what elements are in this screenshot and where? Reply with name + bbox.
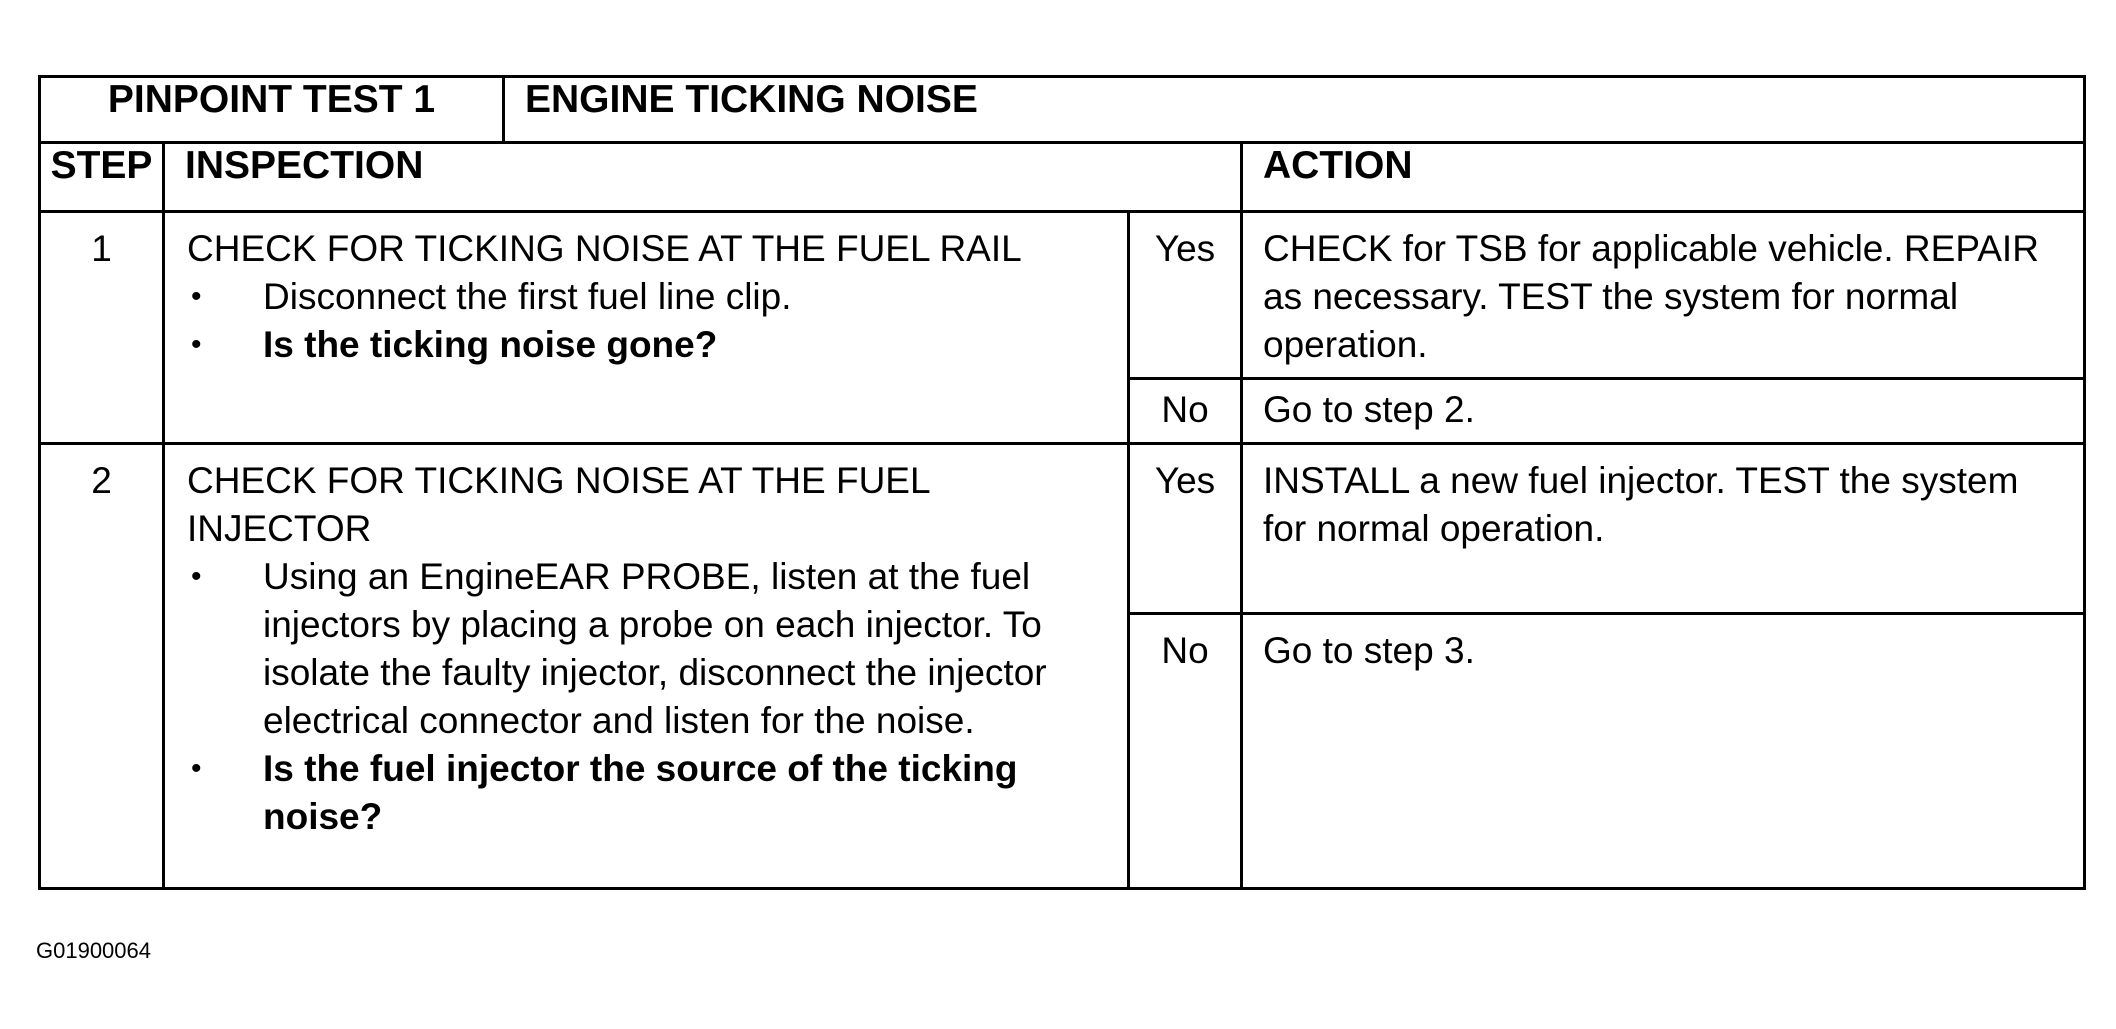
- bullet-icon: •: [191, 560, 202, 593]
- bullet-question: Is the fuel injector the source of the ticking noise?: [263, 748, 1018, 837]
- no-action: Go to step 3.: [1242, 614, 2085, 889]
- test-name: ENGINE TICKING NOISE: [504, 77, 2085, 143]
- bullet-text: Using an EngineEAR PROBE, listen at the fuel injectors by placing a probe on each injector. To isolate the faulty injector, disconnect the injector electrical connector and listen for the noise.: [263, 556, 1047, 741]
- table-row: [40, 212, 2085, 379]
- no-action: Go to step 2.: [1242, 379, 2085, 444]
- yes-action: CHECK for TSB for applicable vehicle. REPAIR as necessary. TEST the system for normal operation.: [1242, 212, 2085, 379]
- inspection-header: INSPECTION: [164, 143, 1242, 212]
- list-item: [187, 745, 1107, 841]
- no-label: No: [1129, 379, 1242, 444]
- yes-label: Yes: [1129, 212, 1242, 379]
- action-header: ACTION: [1242, 143, 2085, 212]
- bullet-icon: •: [191, 328, 202, 361]
- inspection-cell: [164, 212, 1129, 444]
- bullet-icon: •: [191, 280, 202, 313]
- pinpoint-test-sheet: [38, 75, 2083, 890]
- title-row: [40, 77, 2085, 143]
- inspection-cell: [164, 444, 1129, 889]
- inspection-heading: CHECK FOR TICKING NOISE AT THE FUEL INJECTOR: [187, 460, 930, 549]
- bullet-icon: •: [191, 752, 202, 785]
- yes-label: Yes: [1129, 444, 1242, 614]
- list-item: [187, 553, 1107, 745]
- test-label: PINPOINT TEST 1: [40, 77, 504, 143]
- yes-action: INSTALL a new fuel injector. TEST the system for normal operation.: [1242, 444, 2085, 614]
- step-number: 2: [40, 444, 164, 889]
- figure-code: G01900064: [36, 938, 151, 963]
- step-number: 1: [40, 212, 164, 444]
- step-header: STEP: [40, 143, 164, 212]
- table-row: [40, 444, 2085, 614]
- pinpoint-test-table: [38, 75, 2086, 890]
- inspection-heading: CHECK FOR TICKING NOISE AT THE FUEL RAIL: [187, 228, 1022, 269]
- list-item: [187, 321, 1107, 369]
- bullet-text: Disconnect the first fuel line clip.: [263, 276, 792, 317]
- list-item: [187, 273, 1107, 321]
- header-row: [40, 143, 2085, 212]
- no-label: No: [1129, 614, 1242, 889]
- bullet-question: Is the ticking noise gone?: [263, 324, 718, 365]
